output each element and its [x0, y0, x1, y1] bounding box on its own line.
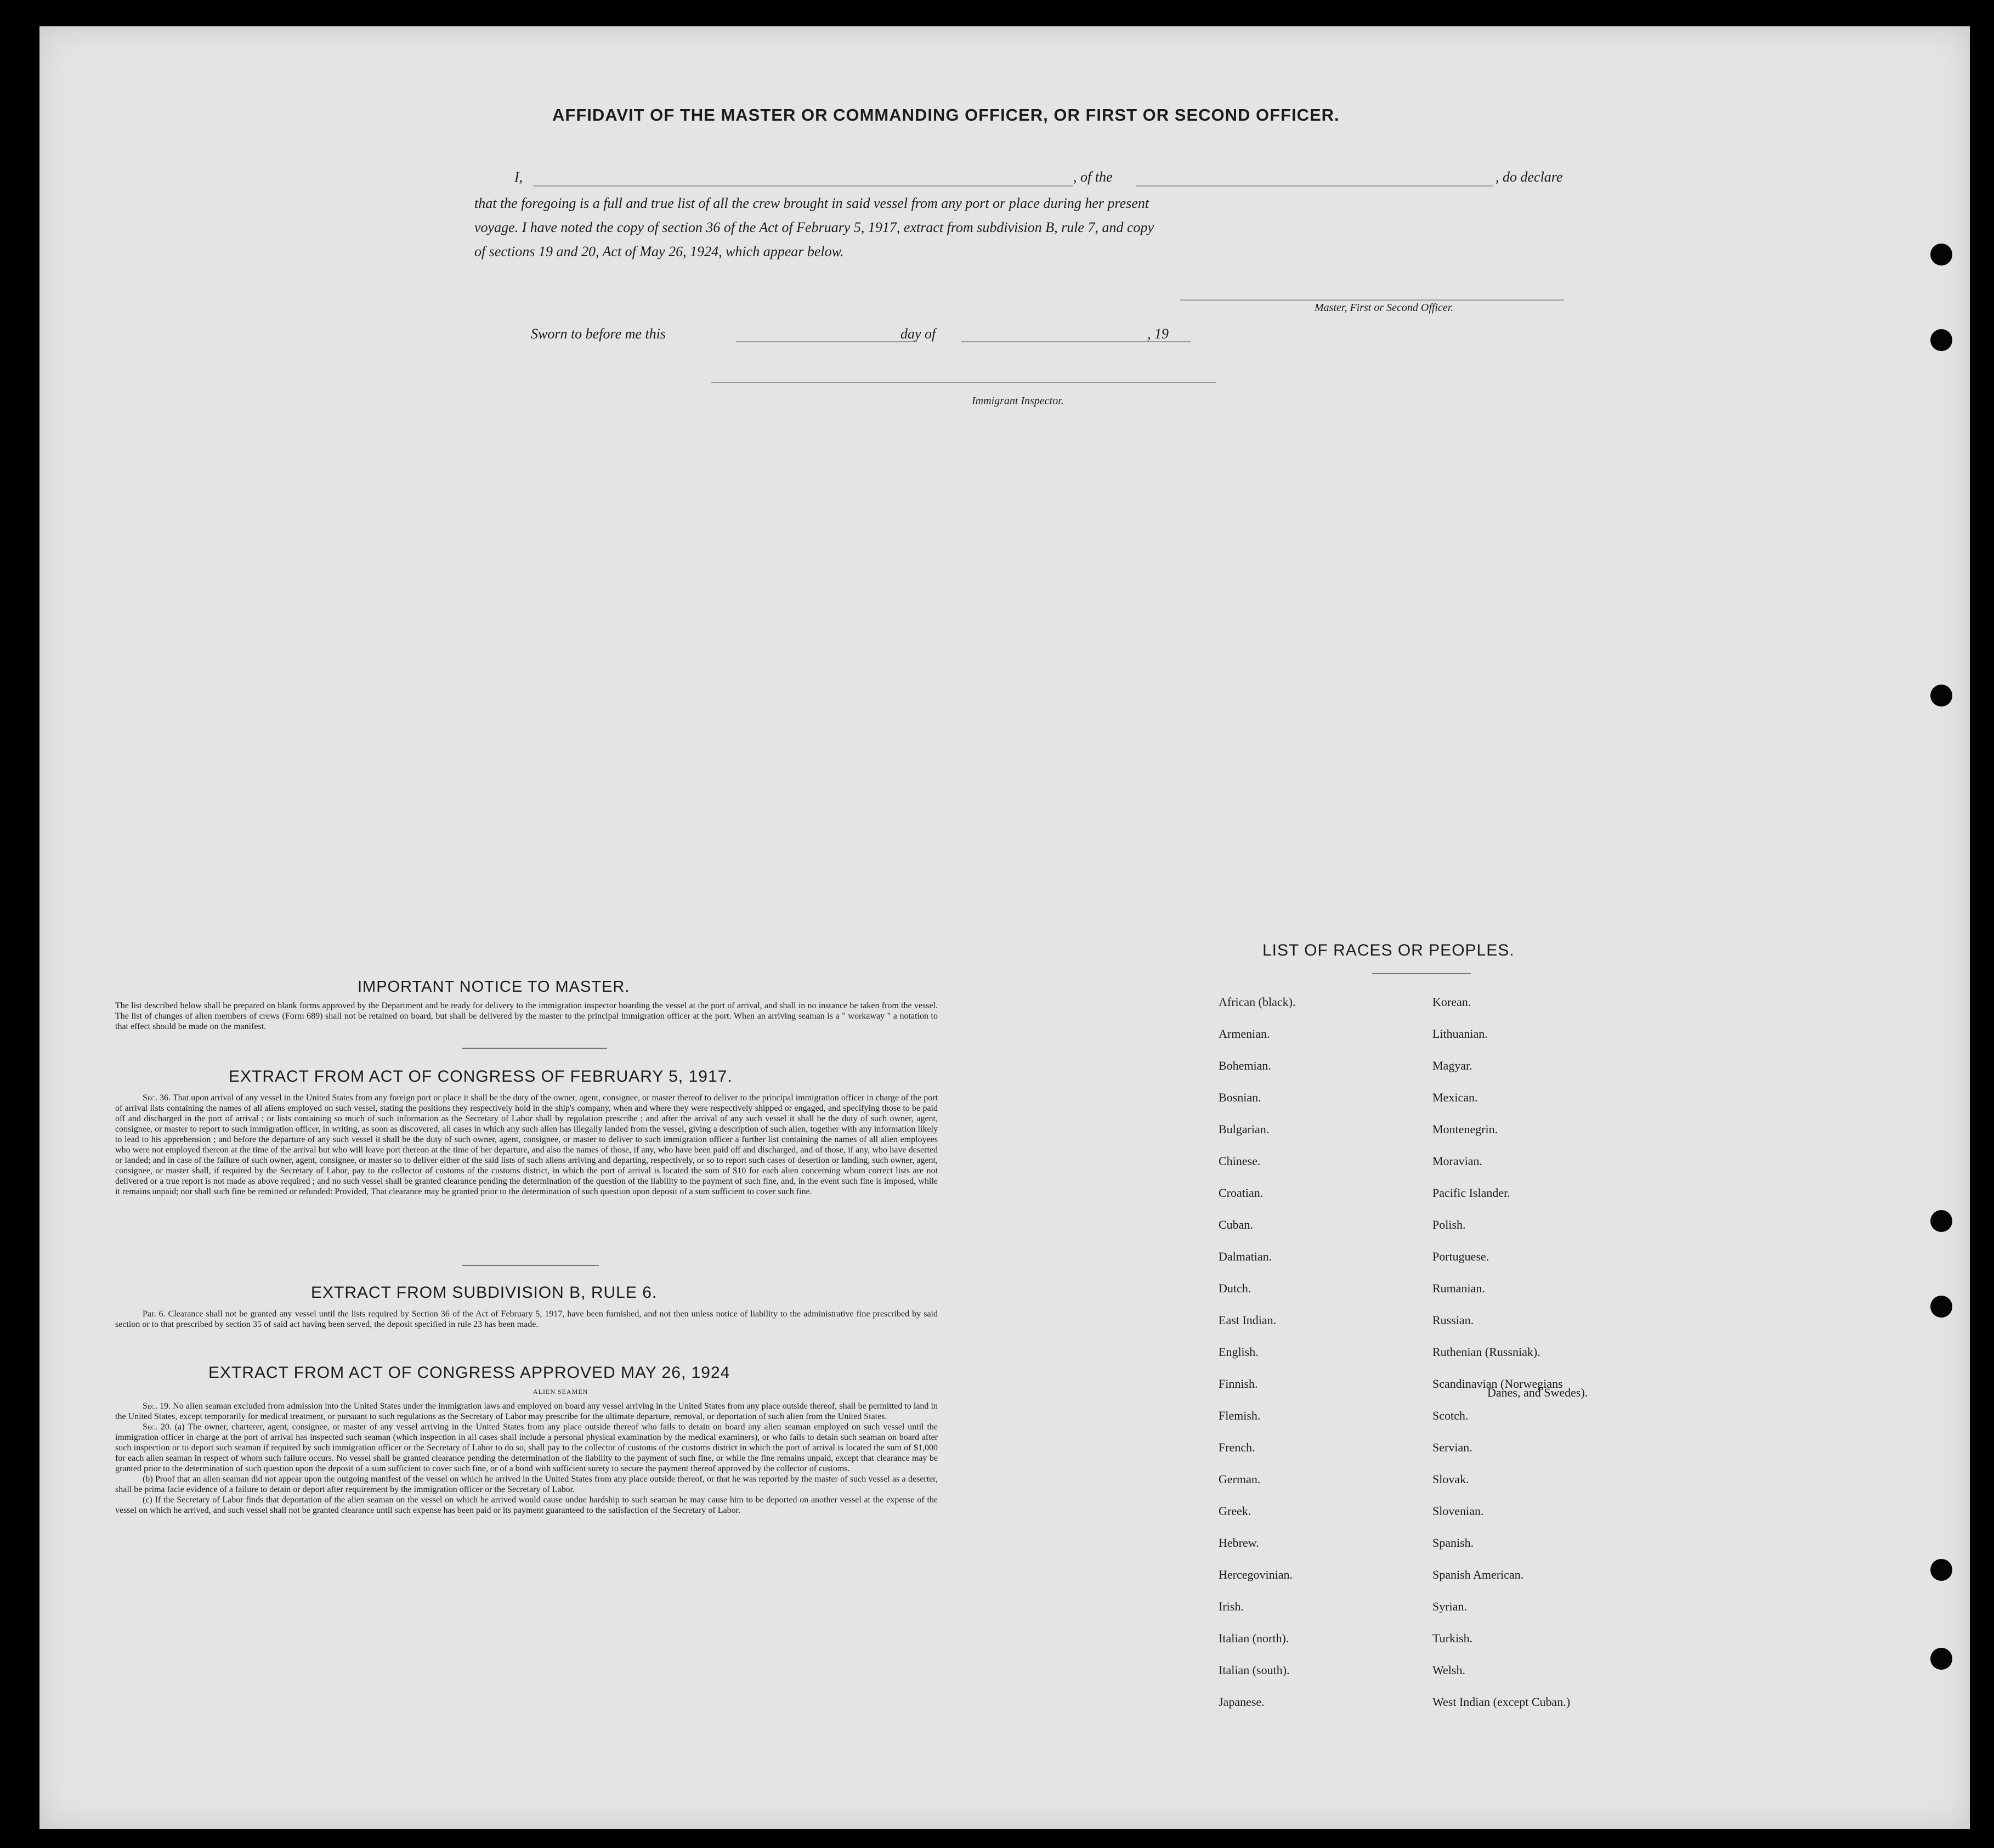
punch-hole: [1930, 244, 1952, 265]
day-of-label: day of: [900, 326, 936, 342]
race-item: Croatian.: [1219, 1186, 1264, 1200]
race-item: Armenian.: [1219, 1027, 1270, 1041]
race-item: West Indian (except Cuban.): [1432, 1695, 1571, 1709]
affidavit-line-1: that the foregoing is a full and true list of all the crew brought in said vessel from any port or place during her present: [474, 195, 1149, 211]
notice-text: The list described below shall be prepared on blank forms approved by the Department and be ready for delivery to the immigration inspector boarding the vessel at the port of arrival, and shall in no instance be taken from the vessel. The list of changes of alien members of crews (Form 689) shall not be retained on board, but shall be delivered by the master to the principal immigration officer at the port. When an arriving seaman is a " workaway " a notation to that effect should be made on the manifest.: [115, 1001, 938, 1031]
sec-36-body: That upon arrival of any vessel in the United States from any foreign port or place it shall be the duty of the owner, agent, consignee, or master thereof to deliver to the principal immigration officer in charge of the port of arrival lists containing the names of all aliens employed on such vessel, stating the positions they respectively hold in the ship's company, when and where they were respectively shipped or engaged, and specifying those to be paid off and discharged in the port of arrival ; or lists containing so much of such information as the Secretary of Labor shall by regulation prescribe ; and after the arrival of any such vessel it shall be the duty of such owner, agent, consignee, or master to report to such immigration officer, in writing, as soon as discovered, all cases in which any such alien has illegally landed from the vessel, giving a description of such alien, together with any information likely to lead to his apprehension ; and before the departure of any such vessel it shall be the duty of such owner, agent, consignee, or master to deliver to such immigration officer a further list containing the names of all alien employees who were not employed thereon at the time of the arrival but who will leave port thereon at the time of her departure, and also the names of those, if any, who have been paid off and discharged, and of those, if any, who have deserted or landed; and in case of the failure of such owner, agent, consignee, or master so to deliver either of the said lists of such aliens arriving and departing, respectively, or so to report such cases of desertion or landing, such owner, agent, consignee, or master shall, if required by the Secretary of Labor, pay to the collector of customs of the customs district, in which the port of arrival is located the sum of $10 for each alien concerning whom correct lists are not delivered or a true report is not made as above required ; and no such vessel shall be granted clearance pending the determination of the question of the liability to the payment of such fine, and, in the event such fine is imposed, while it remains unpaid; nor shall such fine be remitted or refunded: Provided, That clearance may be granted prior to the determination of such question upon deposit of a sum sufficient to cover such fine.: [115, 1093, 938, 1196]
divider-rule: [462, 1048, 607, 1049]
races-heading: LIST OF RACES OR PEOPLES.: [1262, 941, 1515, 959]
race-item: Portuguese.: [1432, 1250, 1489, 1263]
race-item: Spanish American.: [1432, 1568, 1524, 1581]
race-item: East Indian.: [1219, 1313, 1277, 1327]
sec-20b-body: (b) Proof that an alien seaman did not appear upon the outgoing manifest of the vessel on which he arrived in the United States from any place outside thereof, or that he was reported by the master of such vessel as a deserter, shall be prima facie evidence of a failure to detain or deport after requirement by the immigration officer or the Secretary of Labor.: [115, 1474, 938, 1494]
race-item: Scandinavian (Norwegians: [1432, 1377, 1563, 1391]
extract-1917-text: [115, 1093, 938, 1197]
race-item: Japanese.: [1219, 1695, 1265, 1709]
race-item: German.: [1219, 1472, 1261, 1486]
bleed-through-header: [297, 92, 329, 125]
race-item: Scotch.: [1432, 1409, 1469, 1422]
par-6-label: Par. 6.: [143, 1309, 166, 1319]
punch-hole: [1930, 1559, 1952, 1581]
sec-36-label: Sec. 36.: [143, 1093, 171, 1103]
sec-20a-body: (a) The owner, charterer, agent, consignee, or master of any vessel arriving in the United States from any place outside thereof who fails to detain on board any alien seaman employed on such vessel until the immigration officer in charge at the port of arrival has inspected such seaman (which inspection in all cases shall include a personal physical examination by the medical examiners), or who fails to detain such seaman on board after such inspection or to deport such seaman if required by such immigration officer or the Secretary of Labor to do so, shall pay to the collector of customs of the customs district in which the port of arrival is located the sum of $1,000 for each alien seaman in respect of whom such failure occurs. No vessel shall be granted clearance pending the determination of the liability to the payment of such fine, or while the fine remains unpaid, except that clearance may be granted prior to the determination of such question upon the deposit of a sum sufficient to cover such fine, or of a bond with sufficient surety to secure the payment thereof approved by the collector of customs.: [115, 1422, 938, 1473]
race-item-continuation: Danes, and Swedes).: [1487, 1386, 1588, 1399]
sec-19-body: No alien seaman excluded from admission into the United States under the immigration laws and employed on board any vessel arriving in the United States from any place outside thereof, shall be permitted to land in the United States, except temporarily for medical treatment, or pursuant to such regulations as the Secretary of Labor may prescribe for the ultimate departure, removal, or deportation of such alien from the United States.: [115, 1401, 938, 1421]
extract-1924-heading: EXTRACT FROM ACT OF CONGRESS APPROVED MAY 26, 1924: [208, 1364, 730, 1382]
race-item: Flemish.: [1219, 1409, 1261, 1422]
punch-hole: [1930, 1210, 1952, 1232]
race-item: English.: [1219, 1345, 1259, 1359]
sec-20c-body: (c) If the Secretary of Labor finds that deportation of the alien seaman on the vessel on which he arrived would cause undue hardship to such seaman he may cause him to be deported on another vessel at the expense of the vessel on which he arrived, and such vessel shall not be granted clearance until such expense has been paid or its payment guaranteed to the satisfaction of the Secretary of Labor.: [115, 1495, 938, 1515]
race-item: French.: [1219, 1440, 1255, 1454]
divider-rule: [1372, 973, 1471, 974]
race-item: Russian.: [1432, 1313, 1474, 1327]
race-item: Irish.: [1219, 1600, 1244, 1613]
race-item: African (black).: [1219, 995, 1296, 1009]
race-item: Finnish.: [1219, 1377, 1258, 1391]
affidavit-i-label: I,: [514, 169, 523, 185]
race-item: Montenegrin.: [1432, 1122, 1498, 1136]
sec-19-label: Sec. 19.: [143, 1401, 171, 1411]
race-item: Greek.: [1219, 1504, 1251, 1518]
race-item: Slovak.: [1432, 1472, 1469, 1486]
notice-heading: IMPORTANT NOTICE TO MASTER.: [358, 978, 630, 996]
sec-20-label: Sec. 20.: [143, 1422, 172, 1432]
affidavit-heading: AFFIDAVIT OF THE MASTER OR COMMANDING OFFICER, OR FIRST OR SECOND OFFICER.: [552, 105, 1340, 125]
race-item: Chinese.: [1219, 1154, 1261, 1168]
race-item: Welsh.: [1432, 1663, 1465, 1677]
race-item: Dutch.: [1219, 1281, 1251, 1295]
race-item: Rumanian.: [1432, 1281, 1485, 1295]
race-item: Bulgarian.: [1219, 1122, 1270, 1136]
race-item: Syrian.: [1432, 1600, 1467, 1613]
race-item: Italian (south).: [1219, 1663, 1290, 1677]
race-item: Mexican.: [1432, 1090, 1478, 1104]
race-item: Slovenian.: [1432, 1504, 1484, 1518]
punch-hole: [1930, 685, 1952, 707]
race-item: Ruthenian (Russniak).: [1432, 1345, 1540, 1359]
race-item: Korean.: [1432, 995, 1471, 1009]
par-6-body: Clearance shall not be granted any vessel until the lists required by Section 36 of the Act of February 5, 1917, have been furnished, and not then unless notice of liability to the administrative fine prescribed by said section or to that prescribed by section 35 of said act having been served, the deposit specified in rule 23 has been made.: [115, 1309, 938, 1329]
race-item: Bosnian.: [1219, 1090, 1261, 1104]
race-item: Cuban.: [1219, 1218, 1253, 1231]
race-item: Pacific Islander.: [1432, 1186, 1510, 1200]
extract-rule6-text: [115, 1309, 938, 1330]
year-label: , 19: [1147, 326, 1169, 342]
race-item: Hebrew.: [1219, 1536, 1259, 1550]
document-page: [39, 26, 1970, 1829]
affidavit-line-2: voyage. I have noted the copy of section 36 of the Act of February 5, 1917, extract from subdivision B, rule 7, and copy: [474, 219, 1154, 235]
affidavit-declare-label: , do declare: [1495, 169, 1563, 185]
race-item: Dalmatian.: [1219, 1250, 1272, 1263]
divider-rule: [462, 1265, 599, 1266]
punch-hole: [1930, 1296, 1952, 1318]
sworn-label: Sworn to before me this: [531, 326, 666, 342]
inspector-signature-line[interactable]: [711, 382, 1216, 383]
race-item: Polish.: [1432, 1218, 1466, 1231]
race-item: Italian (north).: [1219, 1631, 1289, 1645]
race-item: Servian.: [1432, 1440, 1472, 1454]
punch-hole: [1930, 329, 1952, 351]
extract-1917-heading: EXTRACT FROM ACT OF CONGRESS OF FEBRUARY 5, 1917.: [229, 1067, 733, 1086]
race-item: Bohemian.: [1219, 1059, 1271, 1072]
vessel-blank-line[interactable]: [1136, 185, 1493, 187]
name-blank-line[interactable]: [533, 185, 1073, 187]
race-item: Moravian.: [1432, 1154, 1483, 1168]
affidavit-line-3: of sections 19 and 20, Act of May 26, 1924, which appear below.: [474, 244, 844, 259]
extract-1924-text: [115, 1401, 938, 1516]
race-item: Spanish.: [1432, 1536, 1474, 1550]
sworn-day-blank[interactable]: [736, 341, 917, 342]
extract-rule6-heading: EXTRACT FROM SUBDIVISION B, RULE 6.: [311, 1284, 658, 1302]
race-item: Magyar.: [1432, 1059, 1472, 1072]
inspector-caption: Immigrant Inspector.: [972, 395, 1064, 407]
affidavit-of-the-label: , of the: [1073, 169, 1113, 185]
race-item: Lithuanian.: [1432, 1027, 1488, 1041]
officer-signature-line[interactable]: [1180, 299, 1564, 301]
punch-hole: [1930, 1648, 1952, 1670]
race-item: Hercegovinian.: [1219, 1568, 1293, 1581]
officer-caption: Master, First or Second Officer.: [1315, 302, 1454, 314]
alien-seamen-subheading: ALIEN SEAMEN: [533, 1388, 588, 1395]
race-item: Turkish.: [1432, 1631, 1473, 1645]
